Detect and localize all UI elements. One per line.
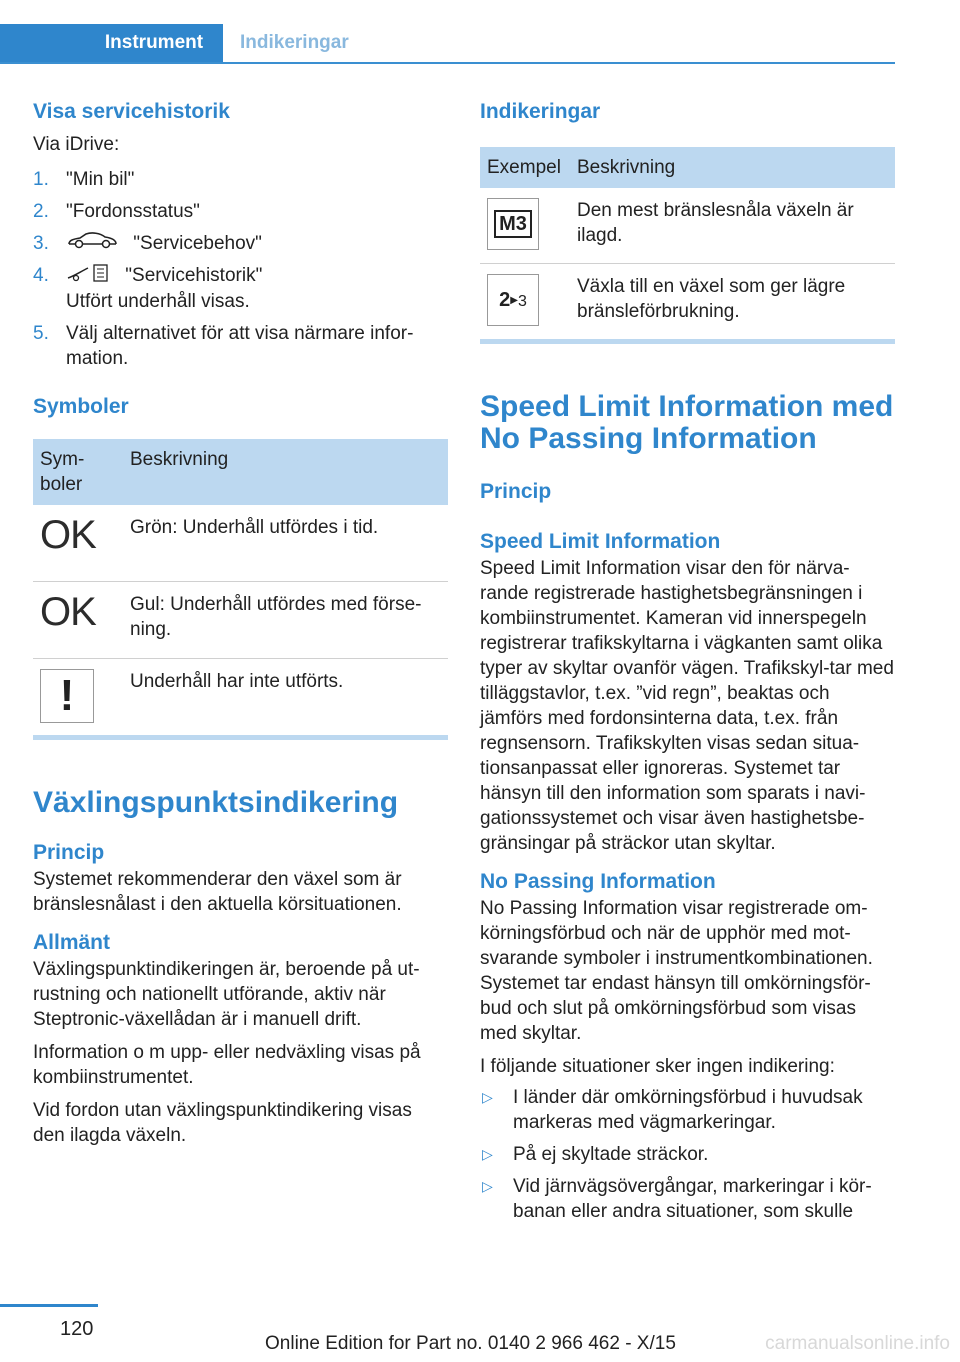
col-header-description: Beskrivning [570, 147, 895, 188]
step-number: 4. [33, 265, 49, 287]
gear-shift-indicator-heading: Växlingspunktsindikering [33, 785, 399, 819]
header-tabbar [0, 24, 895, 64]
symbols-heading: Symboler [33, 394, 129, 418]
bullet-text: I länder där omkörningsförbud i huvudsak markeras med vägmarkeringar. [513, 1087, 863, 1133]
description-cell: Underhåll har inte utförts. [130, 670, 344, 692]
list-item [33, 231, 448, 256]
list-item [480, 1174, 895, 1224]
ok-yellow-icon: OK [40, 589, 96, 634]
indications-table-wrap [480, 147, 895, 344]
general-text-2: Information o m upp- eller nedväxling visas på kombiinstrumentet. [33, 1041, 421, 1088]
left-column [33, 98, 448, 1148]
step-text: "Servicehistorik" [125, 265, 263, 287]
symbols-table-wrap [33, 439, 448, 740]
via-idrive-text: Via iDrive: [33, 134, 120, 155]
shift-to-gear: 3 [517, 293, 527, 310]
general-text-1: Växlingspunktindikeringen är, beroende på ut-rustning och nationellt utförande, aktiv när Steptronic-växellådan är i manuell drift. [33, 958, 420, 1030]
list-item [33, 167, 448, 192]
bullet-text: Vid järnvägsövergångar, markeringar i kör-banan eller andra situationer, som skulle [513, 1176, 872, 1222]
ok-green-icon: OK [40, 512, 96, 557]
description-cell: Den mest bränslesnåla växeln är ilagd. [570, 188, 895, 264]
list-item [480, 1085, 895, 1135]
description-cell: Växla till en växel som ger lägre bränsleförbrukning. [577, 276, 846, 322]
step-number: 5. [33, 322, 49, 344]
table-row [33, 505, 448, 582]
table-end-rule [480, 339, 895, 344]
shift-up-icon [487, 274, 539, 326]
triangle-bullet-icon: ▷ [482, 1089, 493, 1105]
sli-text: Speed Limit Information visar den för närva-rande registrerade hastighetsbegränsningen i kombiinstrumentet. Kameran vid innerspegeln registrerar trafikskyltarna i vägkanten samt olika typer av skyltar ovanför vägen. Trafikskyl-tar med tilläggstavlor, t.ex. ”vid regn”, beaktas och jämförs med fordonsinterna data, t.ex. från regnsensorn. Trafikskylten visas sedan situa-tionsanpassat eller ignoreras. Systemet tar hänsyn till den information som sparats i navi-gationssystemet och visar även hastighetsbe-gränsingar på sträckor utan skyltar. [480, 558, 894, 854]
indications-heading: Indikeringar [480, 100, 601, 123]
col-header-description: Beskrivning [123, 439, 448, 505]
situations-intro: I följande situationer sker ingen indikering: [480, 1056, 835, 1077]
car-icon [66, 231, 118, 256]
example-cell [480, 188, 570, 264]
tab-instrument[interactable]: Instrument [0, 24, 223, 62]
list-item [33, 199, 448, 224]
exclamation-glyph: ! [59, 670, 75, 720]
triangle-bullet-icon: ▷ [482, 1146, 493, 1162]
table-header-row [33, 439, 448, 505]
table-row [33, 658, 448, 735]
tab-indikeringar[interactable]: Indikeringar [240, 32, 349, 53]
step-number: 2. [33, 201, 49, 222]
sli-heading: Speed Limit Information [480, 530, 721, 553]
npi-heading: No Passing Information [480, 870, 716, 893]
principle-heading: Princip [33, 840, 105, 864]
list-item [33, 321, 448, 371]
step-text: "Fordonsstatus" [66, 201, 200, 222]
gear-m3-label: M3 [494, 210, 532, 238]
principle-heading: Princip [480, 480, 552, 503]
step-number: 1. [33, 169, 49, 190]
arrow-right-icon: ▶ [510, 295, 518, 307]
example-cell [480, 264, 570, 340]
list-item [480, 1142, 895, 1167]
service-history-icon [66, 264, 110, 289]
situations-list [480, 1085, 895, 1224]
table-row [480, 264, 895, 340]
footer-rule [0, 1304, 98, 1307]
step-subtext: Utfört underhåll visas. [66, 290, 250, 312]
symbol-cell [33, 658, 123, 735]
step-number: 3. [33, 233, 49, 254]
npi-text: No Passing Information visar registrerade om-körningsförbud och när de upphör med mot-svarande symboler i instrumentkombinationen. Systemet tar endast hänsyn till omkörningsför-bud och slut på omkörningsförbud som visas med skyltar. [480, 898, 873, 1044]
symbol-cell [33, 505, 123, 582]
page-number: 120 [60, 1318, 94, 1340]
table-row [480, 188, 895, 264]
triangle-bullet-icon: ▷ [482, 1178, 493, 1194]
exclamation-icon [40, 669, 94, 723]
service-steps-list [33, 167, 448, 371]
list-item [33, 263, 448, 313]
shift-from-gear: 2 [499, 289, 511, 311]
general-heading: Allmänt [33, 930, 111, 954]
bullet-text: På ej skyltade sträckor. [513, 1144, 709, 1165]
step-text: "Servicebehov" [133, 233, 262, 254]
table-end-rule [33, 735, 448, 740]
right-column [480, 98, 895, 1231]
step-text: Välj alternativet för att visa närmare infor-mation. [66, 322, 414, 369]
edition-text: Online Edition for Part no. 0140 2 966 462 - X/15 [265, 1333, 676, 1354]
watermark: carmanualsonline.info [765, 1333, 950, 1354]
symbols-table [33, 439, 448, 735]
gear-m3-icon [487, 198, 539, 250]
step-text: "Min bil" [66, 169, 135, 190]
indications-table [480, 147, 895, 339]
description-cell: Gul: Underhåll utfördes med förse-ning. [123, 581, 448, 658]
general-text-3: Vid fordon utan växlingspunktindikering visas den ilagda växeln. [33, 1099, 412, 1146]
table-row [33, 581, 448, 658]
description-cell: Grön: Underhåll utfördes i tid. [123, 505, 448, 582]
col-header-example: Exempel [480, 147, 570, 188]
principle-text: Systemet rekommenderar den växel som är bränslesnålast i den aktuella körsituationen. [33, 868, 402, 915]
table-header-row [480, 147, 895, 188]
speed-limit-heading: Speed Limit Information med No Passing Information [480, 390, 894, 455]
col-header-symbols: Sym-boler [33, 439, 123, 505]
service-history-heading: Visa servicehistorik [33, 100, 230, 123]
symbol-cell [33, 581, 123, 658]
